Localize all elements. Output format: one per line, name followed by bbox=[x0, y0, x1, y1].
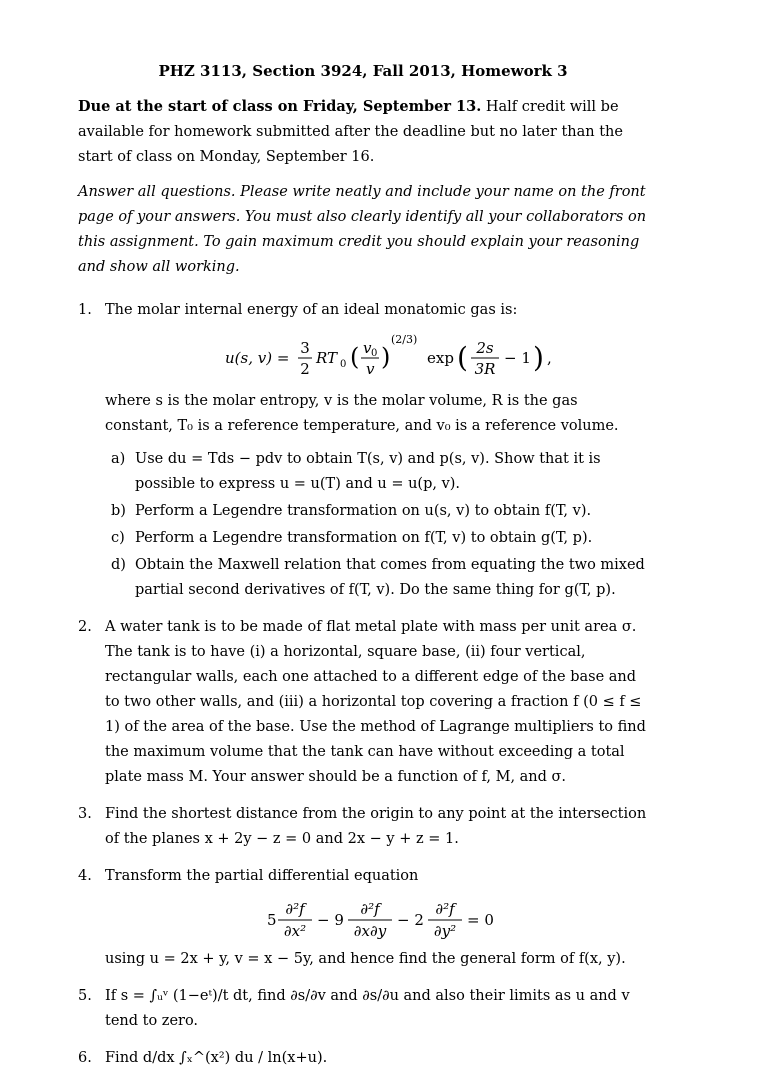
eq4-t1-num: ∂²f bbox=[285, 900, 305, 918]
eq4-t3-den: ∂y² bbox=[433, 922, 457, 940]
part-label: b) bbox=[111, 503, 126, 519]
eq4-op-2: − 2 bbox=[397, 911, 424, 929]
page-title: PHZ 3113, Section 3924, Fall 2013, Homework 3 bbox=[158, 62, 568, 80]
question-number: 1. bbox=[78, 302, 92, 318]
eq1-ratio-den: v bbox=[366, 360, 375, 378]
part-d bbox=[105, 553, 648, 603]
eq1-big-open: ( bbox=[457, 341, 468, 374]
due-date: Due at the start of class on Friday, September 13. bbox=[78, 98, 482, 115]
question-6 bbox=[78, 1046, 648, 1071]
eq1-inner-num: 2s bbox=[476, 339, 494, 357]
equation-4-svg bbox=[105, 895, 665, 943]
eq4-rhs: = 0 bbox=[467, 911, 494, 929]
eq1-paren-close: ) bbox=[381, 343, 391, 371]
question-number: 4. bbox=[78, 868, 92, 884]
question-1-definitions: where s is the molar entropy, v is the molar volume, R is the gas constant, T₀ is a reference temperature, and v₀ is a reference volume. bbox=[105, 393, 619, 434]
eq1-ratio-num-sub: 0 bbox=[371, 348, 378, 359]
eq1-exp: exp bbox=[427, 349, 454, 367]
eq1-coef-den: 2 bbox=[300, 360, 310, 378]
eq4-t3-num: ∂²f bbox=[435, 900, 455, 918]
question-text: The molar internal energy of an ideal monatomic gas is: bbox=[105, 302, 518, 318]
eq1-paren-open: ( bbox=[350, 343, 360, 371]
part-text: Perform a Legendre transformation on u(s, v) to obtain f(T, v). bbox=[135, 503, 592, 519]
equation-internal-energy bbox=[105, 329, 648, 385]
question-text: Find d/dx ∫ₓ^(x²) du / ln(x+u). bbox=[105, 1050, 328, 1066]
part-label: d) bbox=[111, 557, 126, 573]
question-number: 3. bbox=[78, 806, 92, 822]
eq4-t2-num: ∂²f bbox=[360, 900, 380, 918]
eq1-trail: , bbox=[547, 349, 552, 367]
eq4-t1-den: ∂x² bbox=[283, 922, 307, 940]
part-text: Obtain the Maxwell relation that comes from equating the two mixed partial second derivatives of f(T, v). Do the same thing for g(T, p). bbox=[135, 557, 645, 598]
eq1-minus-one: − 1 bbox=[504, 349, 531, 367]
question-text: Find the shortest distance from the origin to any point at the intersection of the planes x + 2y − z = 0 and 2x − y + z = 1. bbox=[105, 806, 647, 847]
equation-1-svg bbox=[105, 329, 665, 385]
part-text: Use du = Tds − pdv to obtain T(s, v) and p(s, v). Show that it is possible to express u = u(T) and u = u(p, v). bbox=[135, 451, 601, 492]
eq1-inner-den: 3R bbox=[474, 360, 496, 378]
part-label: a) bbox=[111, 451, 126, 467]
question-list bbox=[78, 298, 648, 1071]
question-5 bbox=[78, 984, 648, 1034]
eq1-exponent: (2/3) bbox=[391, 333, 418, 346]
equation-pde bbox=[105, 895, 648, 943]
part-a bbox=[105, 447, 648, 497]
eq1-coef-num: 3 bbox=[300, 339, 310, 357]
question-3 bbox=[78, 802, 648, 852]
question-1-parts bbox=[105, 447, 648, 603]
question-text: A water tank is to be made of flat metal plate with mass per unit area σ. The tank is to have (i) a horizontal, square base, (ii) four vertical, rectangular walls, each one attached to a different edge of the base and to two other walls, and (iii) a horizontal top covering a fraction f (0 ≤ f ≤ 1) of the area of the base. Use the method of Lagrange multipliers to find the maximum volume that the tank can have without exceeding a total plate mass M. Your answer should be a function of f, M, and σ. bbox=[105, 619, 646, 785]
eq4-t2-den: ∂x∂y bbox=[353, 922, 387, 940]
part-b bbox=[105, 499, 648, 524]
part-c bbox=[105, 526, 648, 551]
eq4-op-1: − 9 bbox=[317, 911, 344, 929]
eq4-coef-1: 5 bbox=[267, 911, 277, 929]
question-number: 6. bbox=[78, 1050, 92, 1066]
question-1 bbox=[78, 298, 648, 603]
question-number: 2. bbox=[78, 619, 92, 635]
question-2 bbox=[78, 615, 648, 790]
question-text: If s = ∫ᵤᵛ (1−eᵗ)/t dt, find ∂s/∂v and ∂s/∂u and also their limits as u and v tend to zero. bbox=[105, 988, 630, 1029]
eq1-rt-sub: 0 bbox=[340, 359, 347, 370]
question-text: Transform the partial differential equation bbox=[105, 868, 419, 884]
late-policy: Half credit will be available for homework submitted after the deadline but no later than the start of class on Monday, September 16. bbox=[78, 99, 623, 165]
part-text: Perform a Legendre transformation on f(T, v) to obtain g(T, p). bbox=[135, 530, 593, 546]
eq1-ratio-num: v bbox=[363, 339, 372, 357]
eq1-rt: RT bbox=[316, 349, 338, 367]
question-4 bbox=[78, 864, 648, 972]
question-number: 5. bbox=[78, 988, 92, 1004]
due-notice bbox=[78, 94, 648, 170]
eq1-big-close: ) bbox=[533, 341, 544, 374]
part-label: c) bbox=[111, 530, 125, 546]
instructions: Answer all questions. Please write neatly and include your name on the front page of your answers. You must also clearly identify all your collaborators on this assignment. To gain maximum credit you should explain your reasoning and show all working. bbox=[78, 184, 647, 275]
eq1-lhs: u(s, v) = bbox=[225, 349, 290, 367]
question-4-instruction: using u = 2x + y, v = x − 5y, and hence find the general form of f(x, y). bbox=[105, 951, 626, 967]
